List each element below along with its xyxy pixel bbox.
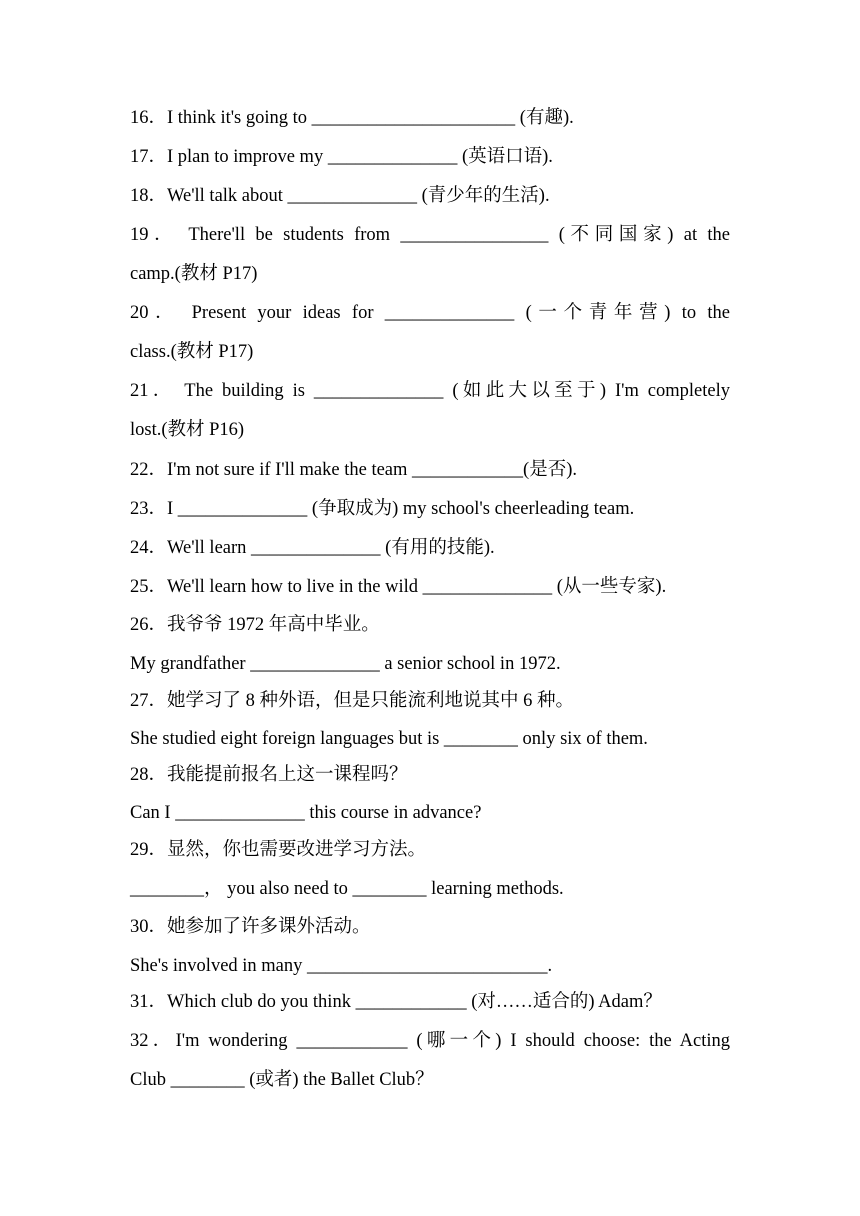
- line-18: 18．We'll talk about ______________ (青少年的生活).: [130, 186, 550, 206]
- line-27-en: She studied eight foreign languages but is ________ only six of them.: [130, 729, 648, 749]
- line-29-cn: 29．显然，你也需要改进学习方法。: [130, 840, 427, 860]
- line-22: 22．I'm not sure if I'll make the team ____________(是否).: [130, 460, 577, 480]
- line-19a: 19． There'll be students from ________________ (不同国家) at the: [130, 225, 730, 245]
- line-30-cn: 30．她参加了许多课外活动。: [130, 917, 371, 937]
- line-28-en: Can I ______________ this course in advance?: [130, 803, 482, 823]
- line-27-cn: 27．她学习了 8 种外语，但是只能流利地说其中 6 种。: [130, 691, 575, 711]
- line-26-cn: 26．我爷爷 1972 年高中毕业。: [130, 615, 380, 635]
- line-28-cn: 28．我能提前报名上这一课程吗？: [130, 765, 408, 785]
- line-19b: camp.(教材 P17): [130, 264, 258, 284]
- worksheet: [130, 104, 730, 1105]
- line-16: 16．I think it's going to ______________________ (有趣).: [130, 108, 574, 128]
- line-17: 17．I plan to improve my ______________ (英语口语).: [130, 147, 553, 167]
- line-23: 23．I ______________ (争取成为) my school's cheerleading team.: [130, 499, 635, 519]
- line-20a: 20． Present your ideas for ______________ (一个青年营) to the: [130, 303, 730, 323]
- line-21a: 21． The building is ______________ (如此大以至于) I'm completely: [130, 381, 730, 401]
- line-20b: class.(教材 P17): [130, 342, 254, 362]
- line-32a: 32．I'm wondering ____________ (哪一个) I should choose: the Acting: [130, 1031, 730, 1051]
- line-25: 25．We'll learn how to live in the wild ______________ (从一些专家).: [130, 577, 667, 597]
- line-29-en: ________， you also need to ________ learning methods.: [130, 879, 564, 899]
- line-31: 31．Which club do you think ____________ (对……适合的) Adam？: [130, 992, 662, 1012]
- line-32b: Club ________ (或者) the Ballet Club？: [130, 1070, 434, 1090]
- line-24: 24．We'll learn ______________ (有用的技能).: [130, 538, 495, 558]
- line-21b: lost.(教材 P16): [130, 420, 245, 440]
- line-30-en: She's involved in many __________________________.: [130, 956, 553, 976]
- line-26-en: My grandfather ______________ a senior school in 1972.: [130, 654, 561, 674]
